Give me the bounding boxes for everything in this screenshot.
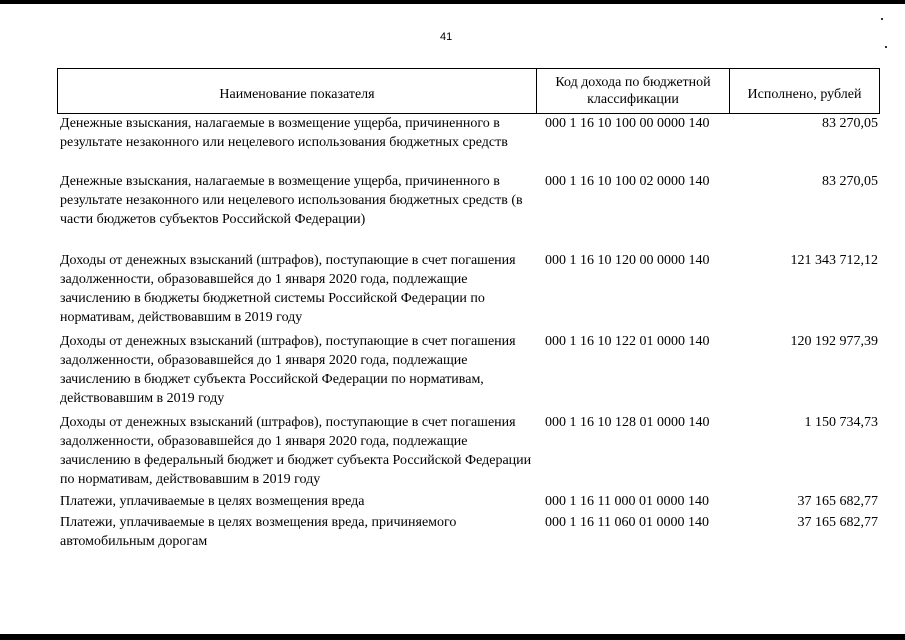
row-name: Платежи, уплачиваемые в целях возмещения вреда bbox=[60, 494, 365, 509]
scan-top-border bbox=[0, 0, 905, 4]
row-name: Доходы от денежных взысканий (штрафов), поступающие в счет погашения задолженности, образовавшейся до 1 января 2020 года, подлежащие зачислению в бюджеты бюджетной системы Российской Федерации по нормативам, действовавшим в 2019 году bbox=[60, 253, 516, 325]
row-name: Денежные взыскания, налагаемые в возмещение ущерба, причиненного в результате незаконного или нецелевого использования бюджетных средств bbox=[60, 116, 508, 150]
row-name: Доходы от денежных взысканий (штрафов), поступающие в счет погашения задолженности, образовавшейся до 1 января 2020 года, подлежащие зачислению в федеральный бюджет и бюджет субъекта Российской Федерации по нормативам, действовавшим в 2019 году bbox=[60, 415, 532, 487]
row-amount: 83 270,05 bbox=[822, 116, 878, 131]
row-code: 000 1 16 10 120 00 0000 140 bbox=[545, 253, 710, 268]
row-amount: 120 192 977,39 bbox=[790, 334, 878, 349]
page-number: 41 bbox=[440, 31, 453, 43]
row-code: 000 1 16 11 000 01 0000 140 bbox=[545, 494, 709, 509]
row-amount: 121 343 712,12 bbox=[790, 253, 878, 268]
header-code: Код дохода по бюджетной классификации bbox=[537, 69, 730, 113]
table-header bbox=[57, 68, 880, 114]
scan-speck bbox=[885, 46, 887, 48]
row-code: 000 1 16 10 122 01 0000 140 bbox=[545, 334, 710, 349]
row-name: Доходы от денежных взысканий (штрафов), поступающие в счет погашения задолженности, образовавшейся до 1 января 2020 года, подлежащие зачислению в бюджет субъекта Российской Федерации по нормативам, действовавшим в 2019 году bbox=[60, 334, 516, 406]
header-name: Наименование показателя bbox=[58, 69, 537, 113]
row-name: Денежные взыскания, налагаемые в возмещение ущерба, причиненного в результате незаконного или нецелевого использования бюджетных средств (в части бюджетов субъектов Российской Федерации) bbox=[60, 174, 523, 227]
row-name: Платежи, уплачиваемые в целях возмещения вреда, причиняемого автомобильным дорогам bbox=[60, 515, 457, 549]
row-amount: 83 270,05 bbox=[822, 174, 878, 189]
row-code: 000 1 16 10 100 02 0000 140 bbox=[545, 174, 710, 189]
header-amount: Исполнено, рублей bbox=[747, 86, 862, 102]
row-amount: 1 150 734,73 bbox=[804, 415, 878, 430]
row-code: 000 1 16 10 100 00 0000 140 bbox=[545, 116, 710, 131]
row-amount: 37 165 682,77 bbox=[797, 515, 878, 530]
scan-bottom-border bbox=[0, 634, 905, 640]
row-code: 000 1 16 10 128 01 0000 140 bbox=[545, 415, 710, 430]
row-amount: 37 165 682,77 bbox=[797, 494, 878, 509]
row-code: 000 1 16 11 060 01 0000 140 bbox=[545, 515, 709, 530]
scan-speck bbox=[881, 18, 883, 20]
